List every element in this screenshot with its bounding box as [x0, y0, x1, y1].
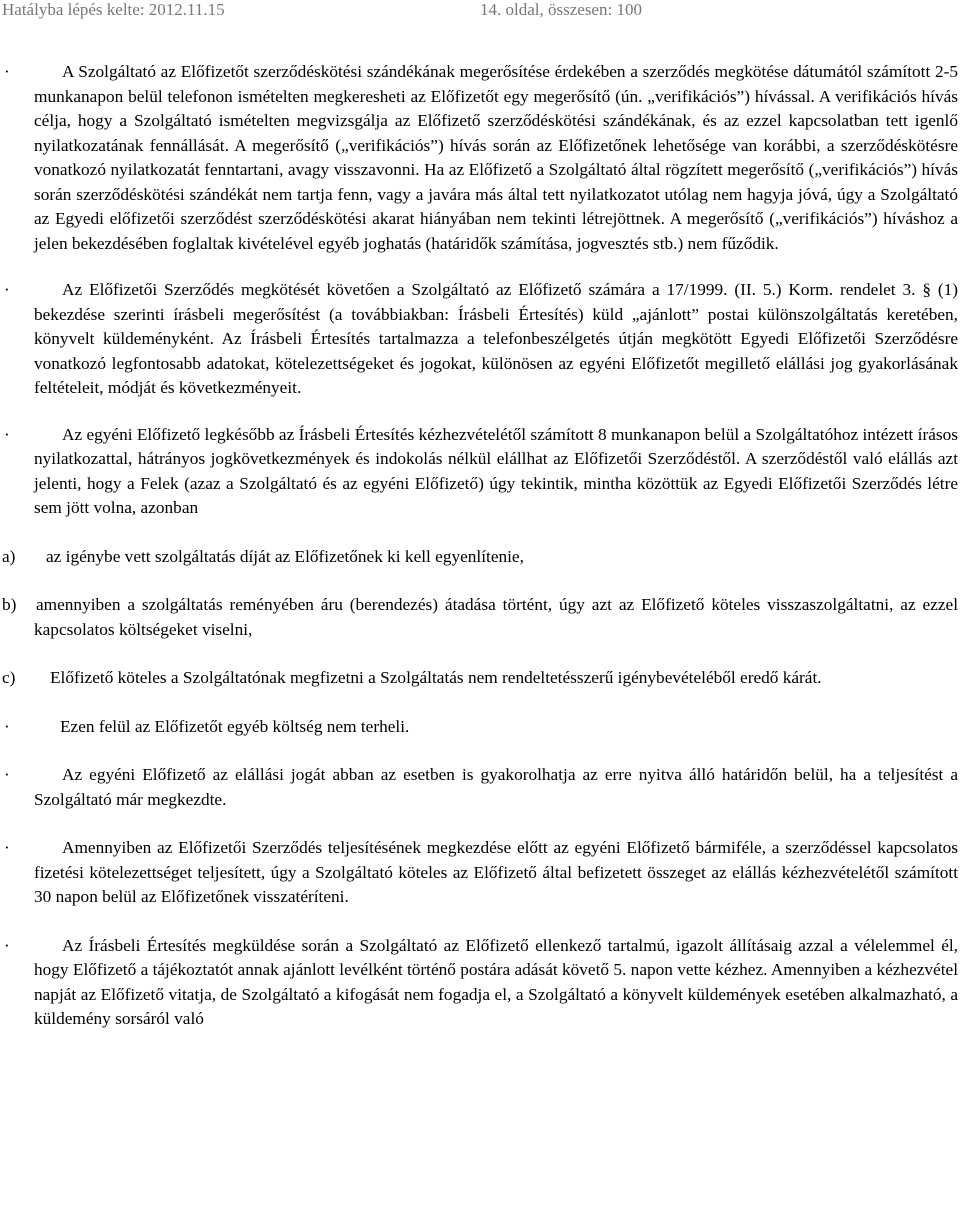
bullet-marker: · [4, 935, 10, 955]
list-marker: b) [2, 595, 17, 614]
bullet-marker: · [4, 424, 10, 444]
paragraph-text: A Szolgáltató az Előfizetőt szerződéskötési szándékának megerősítése érdekében a szerződés megkötése dátumától számított 2-5 munkanapon belül telefonon ismételten megkeresheti az Előfizetőt egy megerősítő (ún. „verifikációs”) hívással. A verifikációs hívás célja, hogy a Szolgáltató ismételten megvizsgálja az Előfizető szerződéskötési szándékának, és az ezzel kapcsolatban tett igenlő nyilatkozatának fennállását. A megerősítő („verifikációs”) hívás során az Előfizetőnek lehetősége van korábbi, a szerződéskötésre vonatkozó nyilatkozatát fenntartani, avagy visszavonni. Ha az Előfizető a Szolgáltató által rögzített megerősítő („verifikációs”) hívás során szerződéskötési szándékát nem tartja fenn, vagy a javára más által tett nyilatkozatot utólag nem hagyja jóvá, úgy a Szolgáltató az Egyedi előfizetői szerződést szerződéskötési akarat hiányában nem tekinti létrejöttnek. A megerősítő („verifikációs”) híváshoz a jelen bekezdésében foglaltak kivételével egyéb joghatás (határidők számítása, jogvesztés stb.) nem fűződik. [34, 62, 958, 253]
bullet-marker: · [4, 280, 10, 299]
bullet-marker: · [4, 838, 10, 857]
list-item-text: amennyiben a szolgáltatás reményében áru (berendezés) átadása történt, úgy azt az Előfizető köteles visszaszolgáltatni, az ezzel kapcsolatos költségeket viselni, [34, 595, 958, 639]
paragraph-no-other-cost [4, 715, 958, 740]
paragraph-written-notice [4, 278, 958, 401]
list-item-text: Előfizető köteles a Szolgáltatónak megfizetni a Szolgáltatás nem rendeltetésszerű igénybevételéből eredő kárát. [50, 668, 822, 687]
paragraph-withdrawal-after-start [4, 763, 958, 812]
paragraph-text: Az egyéni Előfizető legkésőbb az Írásbeli Értesítés kézhezvételétől számított 8 munkanapon belül a Szolgáltatóhoz intézett írásos nyilatkozattal, hátrányos jogkövetkezmények és indokolás nélkül elállhat az Előfizetői Szerződéstől. A szerződéstől való elállás azt jelenti, hogy a Felek (azaz a Szolgáltató és az egyéni Előfizető) úgy tekintik, mintha közöttük az Egyedi Előfizetői Szerződés létre sem jött volna, azonban [34, 424, 958, 517]
paragraph-delivery-presumption [4, 934, 958, 1032]
paragraph-text: Amennyiben az Előfizetői Szerződés teljesítésének megkezdése előtt az egyéni Előfizető bármiféle, a szerződéssel kapcsolatos fizetési kötelezettséget teljesített, úgy a Szolgáltató köteles az Előfizető által befizetett összeget az elállás kézhezvételétől számított 30 napon belül az Előfizetőnek visszatéríteni. [34, 838, 958, 906]
list-marker: a) [2, 546, 16, 566]
list-item-b [2, 593, 958, 642]
list-item-text: az igénybe vett szolgáltatás díját az Előfizetőnek ki kell egyenlítenie, [46, 546, 524, 566]
paragraph-withdrawal-right [4, 423, 958, 521]
list-item-a [2, 545, 958, 570]
document-body [2, 60, 958, 1032]
bullet-marker: · [4, 716, 10, 736]
bullet-marker: · [4, 62, 10, 81]
paragraph-text: Ezen felül az Előfizetőt egyéb költség nem terheli. [60, 716, 410, 736]
effective-date: Hatályba lépés kelte: 2012.11.15 [2, 0, 225, 19]
page-number: 14. oldal, összesen: 100 [480, 0, 642, 19]
list-item-c [2, 666, 958, 691]
page-header [0, 0, 960, 22]
paragraph-text: Az Előfizetői Szerződés megkötését követően a Szolgáltató az Előfizető számára a 17/1999. (II. 5.) Korm. rendelet 3. § (1) bekezdése szerinti írásbeli megerősítést (a továbbiakban: Írásbeli Értesítés) küld „ajánlott” postai különszolgáltatás keretében, könyvelt küldeményként. Az Írásbeli Értesítés tartalmazza a telefonbeszélgetés útján megkötött Egyedi Előfizetői Szerződésre vonatkozó legfontosabb adatokat, kötelezettségeket és jogokat, különösen az egyéni Előfizetőt megillető elállási jog gyakorlásának feltételeit, módját és következményeit. [34, 280, 958, 397]
bullet-marker: · [4, 765, 10, 784]
paragraph-text: Az egyéni Előfizető az elállási jogát abban az esetben is gyakorolhatja az erre nyitva álló határidőn belül, ha a teljesítést a Szolgáltató már megkezdte. [34, 765, 958, 809]
paragraph-text: Az Írásbeli Értesítés megküldése során a Szolgáltató az Előfizető ellenkező tartalmú, igazolt állításaig azzal a vélelemmel él, hogy Előfizető a tájékoztatót annak ajánlott levélként történő postára adását követő 5. napon vette kézhez. Amennyiben a kézhezvétel napját az Előfizető vitatja, de Szolgáltató a kifogását nem fogadja el, a Szolgáltató a könyvelt küldemények esetében alkalmazható, a küldemény sorsáról való [34, 935, 958, 1028]
paragraph-refund [4, 836, 958, 910]
list-marker: c) [2, 668, 16, 687]
paragraph-verification-call [4, 60, 958, 256]
